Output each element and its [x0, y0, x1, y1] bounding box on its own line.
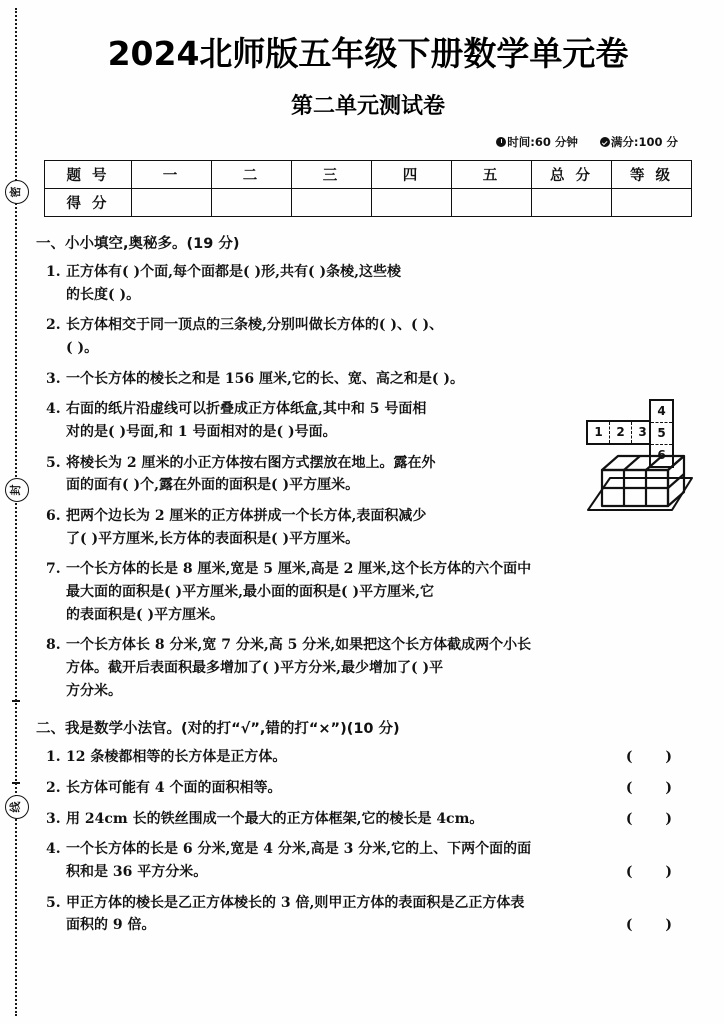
true-false-box[interactable]: ( )	[625, 749, 686, 766]
score-cell-1[interactable]	[132, 189, 212, 217]
meta-time	[496, 134, 578, 150]
question-number: 5.	[46, 894, 61, 911]
seal-margin	[0, 0, 34, 1024]
section-one-questions	[36, 261, 700, 702]
true-false-box[interactable]: ( )	[625, 810, 686, 827]
question-line: 方体。截开后表面积最多增加了( )平方分米,最少增加了( )平	[66, 660, 444, 677]
question-line: 长方体可能有 4 个面的面积相等。	[66, 780, 282, 797]
question-number: 4.	[46, 401, 61, 418]
question-2-5	[36, 892, 700, 937]
question-line: 最大面的面积是( )平方厘米,最小面的面积是( )平方厘米,它	[66, 584, 434, 601]
question-line: 将棱长为 2 厘米的小正方体按右图方式摆放在地上。露在外	[66, 454, 436, 471]
score-header-2: 二	[212, 161, 292, 189]
question-1-2	[36, 314, 700, 359]
page-title: 2024北师版五年级下册数学单元卷	[107, 34, 629, 73]
question-line: 面积的 9 倍。	[66, 917, 156, 934]
score-header-grade: 等 级	[612, 161, 692, 189]
meta-score-label: 满分:100 分	[610, 135, 678, 149]
seal-tick-lower	[12, 782, 20, 784]
section-heading-two: 二、我是数学小法官。(对的打“√”,错的打“×”)(10 分)	[36, 721, 400, 738]
score-header-1: 一	[132, 161, 212, 189]
question-number: 3.	[46, 370, 61, 387]
seal-char-feng: 封	[5, 478, 29, 502]
question-number: 2.	[46, 317, 61, 334]
score-header-total: 总 分	[532, 161, 612, 189]
score-cell-5[interactable]	[452, 189, 532, 217]
question-number: 6.	[46, 508, 61, 525]
score-cell-4[interactable]	[372, 189, 452, 217]
question-2-1	[36, 746, 700, 769]
score-header-3: 三	[292, 161, 372, 189]
net-cell-6: 6	[657, 448, 666, 463]
score-cell-3[interactable]	[292, 189, 372, 217]
net-cell-5: 5	[651, 423, 672, 445]
score-cell-2[interactable]	[212, 189, 292, 217]
question-number: 2.	[46, 780, 61, 797]
exam-meta	[36, 134, 678, 150]
question-1-3	[36, 368, 700, 391]
question-line: 正方体有( )个面,每个面都是( )形,共有( )条棱,这些棱	[66, 264, 401, 280]
seal-char-xian: 线	[5, 795, 29, 819]
question-number: 3.	[46, 810, 61, 827]
meta-time-label: 时间:60 分钟	[507, 135, 578, 149]
question-line: 的长度( )。	[66, 286, 141, 303]
question-line: 的表面积是( )平方厘米。	[66, 606, 225, 623]
question-line: 甲正方体的棱长是乙正方体棱长的 3 倍,则甲正方体的表面积是乙正方体表	[66, 894, 525, 911]
net-cell-1: 1	[588, 422, 610, 443]
score-cell-grade[interactable]	[612, 189, 692, 217]
question-line: 右面的纸片沿虚线可以折叠成正方体纸盒,其中和 5 号面相	[66, 401, 427, 418]
seal-char-mi: 密	[5, 180, 29, 204]
question-1-5	[36, 452, 700, 497]
seal-tick-upper	[12, 700, 20, 702]
question-1-8	[36, 634, 700, 702]
page-subtitle: 第二单元测试卷	[290, 94, 445, 119]
question-line: 一个长方体的长是 8 厘米,宽是 5 厘米,高是 2 厘米,这个长方体的六个面中	[66, 561, 532, 578]
question-number: 1.	[46, 749, 61, 766]
section-two-questions	[36, 746, 700, 937]
question-line: 方分米。	[66, 682, 122, 699]
page-bottom-spacer	[36, 937, 700, 947]
check-circle-icon	[600, 137, 610, 147]
true-false-box[interactable]: ( )	[625, 780, 686, 797]
question-line: 一个长方体长 8 分米,宽 7 分米,高 5 分米,如果把这个长方体截成两个小长	[66, 637, 532, 654]
question-1-7	[36, 558, 700, 626]
question-line: ( )。	[66, 340, 99, 357]
question-1-1	[36, 261, 700, 306]
net-cell-4: 4	[651, 401, 672, 423]
score-row-label: 得 分	[45, 189, 132, 217]
section-heading-one: 一、小小填空,奥秘多。(19 分)	[36, 236, 240, 252]
clock-icon	[496, 137, 506, 147]
seal-dashed-line	[15, 8, 17, 1016]
question-2-3	[36, 808, 700, 831]
question-number: 8.	[46, 637, 61, 654]
question-number: 5.	[46, 454, 61, 471]
score-table-value-row	[45, 189, 692, 217]
content-area	[36, 0, 700, 1024]
question-number: 4.	[46, 841, 61, 858]
score-header-5: 五	[452, 161, 532, 189]
question-line: 积和是 36 平方分米。	[66, 864, 208, 881]
question-number: 1.	[46, 264, 61, 280]
score-table-header-row	[45, 161, 692, 189]
score-header-label: 题 号	[45, 161, 132, 189]
question-line: 长方体相交于同一顶点的三条棱,分别叫做长方体的( )、( )、	[66, 317, 444, 334]
question-number: 7.	[46, 561, 61, 578]
score-table	[44, 160, 692, 217]
true-false-box[interactable]: ( )	[625, 864, 686, 881]
question-2-4	[36, 838, 700, 883]
question-1-6	[36, 505, 700, 550]
net-cell-3: 3	[638, 425, 647, 440]
question-line: 了( )平方厘米,长方体的表面积是( )平方厘米。	[66, 530, 360, 547]
question-line: 一个长方体的长是 6 分米,宽是 4 分米,高是 3 分米,它的上、下两个面的面	[66, 841, 532, 858]
question-line: 面的面有( )个,露在外面的面积是( )平方厘米。	[66, 477, 360, 494]
question-line: 用 24cm 长的铁丝围成一个最大的正方体框架,它的棱长是 4cm。	[66, 810, 484, 827]
meta-score	[600, 134, 678, 150]
question-line: 把两个边长为 2 厘米的正方体拼成一个长方体,表面积减少	[66, 508, 427, 525]
net-cell-2: 2	[610, 422, 632, 443]
true-false-box[interactable]: ( )	[625, 917, 686, 934]
question-line: 一个长方体的棱长之和是 156 厘米,它的长、宽、高之和是( )。	[66, 370, 464, 387]
question-2-2	[36, 777, 700, 800]
score-cell-total[interactable]	[532, 189, 612, 217]
question-line: 12 条棱都相等的长方体是正方体。	[66, 749, 287, 766]
cube-net-row	[586, 420, 655, 445]
question-line: 对的是( )号面,和 1 号面相对的是( )号面。	[66, 424, 337, 441]
score-header-4: 四	[372, 161, 452, 189]
